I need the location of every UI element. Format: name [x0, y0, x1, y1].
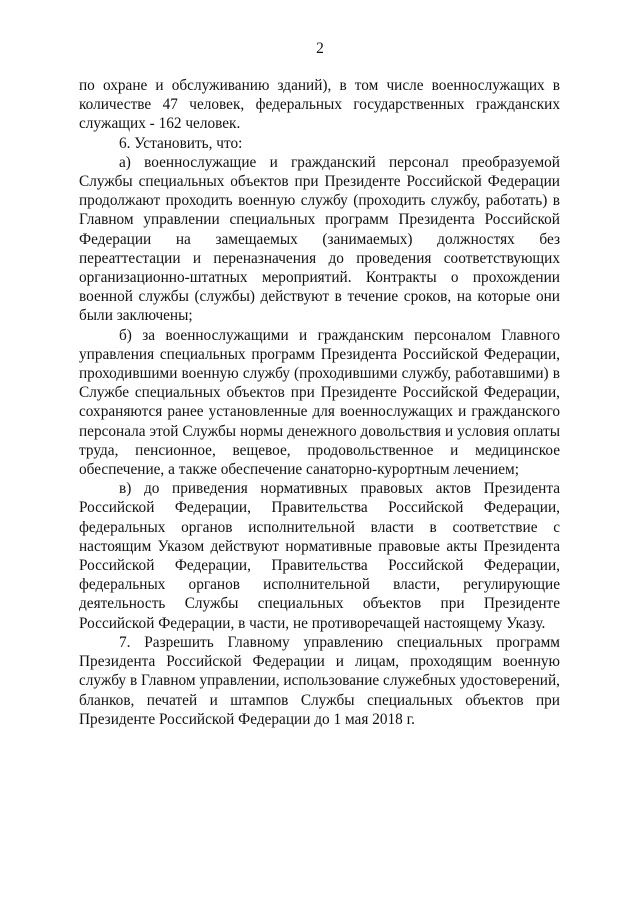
paragraph-subitem-a: а) военнослужащие и гражданский персонал преобразуемой Службы специальных объектов при Президенте Российской Федерации продолжают проходить военную службу (проходить службу, работать) в Главном управлении специальных программ Президента Российской Федерации на замещаемых (занимаемых) должностях без переаттестации и переназначения до проведения соответствующих организационно-штатных мероприятий. Контракты о прохождении военной службы (службы) действуют в течение сроков, на которые они были заключены; [79, 153, 560, 325]
paragraph-continuation: по охране и обслуживанию зданий), в том числе военнослужащих в количестве 47 человек, федеральных государственных гражданских служащих - 162 человек. [79, 77, 560, 133]
document-body [79, 76, 560, 729]
page-number: 2 [316, 40, 324, 57]
paragraph-subitem-v: в) до приведения нормативных правовых актов Президента Российской Федерации, Правительства Российской Федерации, федеральных органов исполнительной власти в соответствие с настоящим Указом действуют нормативные правовые акты Президента Российской Федерации, Правительства Российской Федерации, федеральных органов исполнительной власти, регулирующие деятельность Службы специальных объектов при Президенте Российской Федерации, в части, не противоречащей настоящему Указу. [79, 480, 560, 632]
paragraph-item-6: 6. Установить, что: [119, 134, 243, 152]
paragraph-subitem-b: б) за военнослужащими и гражданским персоналом Главного управления специальных программ Президента Российской Федерации, проходившими военную службу (проходившими службу, работавшими) в Службе специальных объектов при Президенте Российской Федерации, сохраняются ранее установленные для военнослужащих и гражданского персонала этой Службы нормы денежного довольствия и условия оплаты труда, пенсионное, вещевое, продовольственное и медицинское обеспечение, а также обеспечение санаторно-курортным лечением; [79, 326, 560, 479]
paragraph-item-7: 7. Разрешить Главному управлению специальных программ Президента Российской Федерации и лицам, проходящим военную службу в Главном управлении, использование служебных удостоверений, бланков, печатей и штампов Службы специальных объектов при Президенте Российской Федерации до 1 мая 2018 г. [79, 633, 560, 728]
